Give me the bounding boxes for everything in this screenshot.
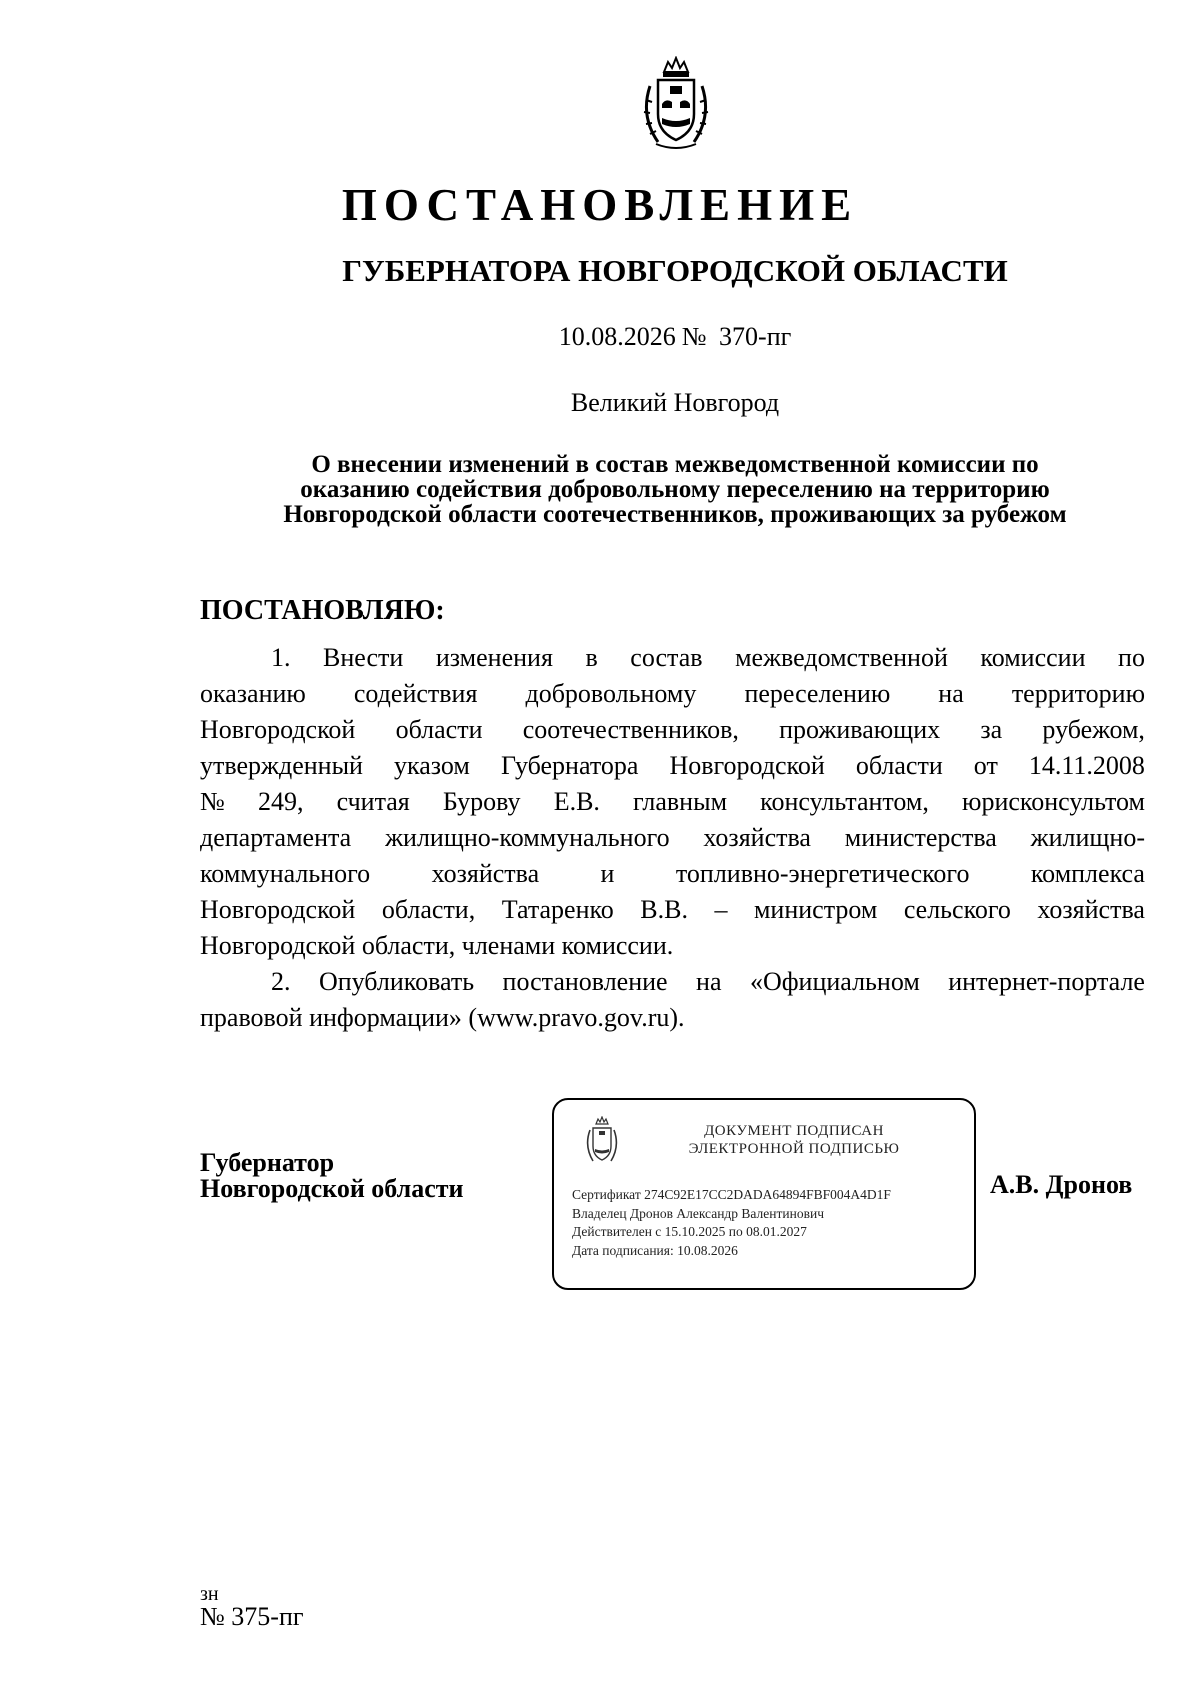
body-line: правовой информации» (www.pravo.gov.ru). <box>200 1003 685 1032</box>
heading-line: О внесении изменений в состав межведомственной комиссии по <box>311 451 1039 478</box>
document-city: Великий Новгород <box>570 388 780 417</box>
body-line: Новгородской области, Татаренко В.В. – министром сельского хозяйства <box>200 895 1145 924</box>
signing-date-line: Дата подписания: 10.08.2026 <box>572 1242 738 1258</box>
position-line: Новгородской области <box>200 1174 464 1203</box>
executor-initials: зн <box>200 1583 219 1605</box>
date-number-line <box>0 321 1200 353</box>
body-line: Новгородской области, членами комиссии. <box>200 931 674 960</box>
signatory-position <box>200 1150 464 1202</box>
footer-number: № 375-пг <box>200 1602 304 1631</box>
footer-note <box>200 1584 304 1630</box>
position-line: Губернатор <box>200 1148 335 1177</box>
stamp-emblem-icon <box>582 1116 622 1168</box>
stamp-details <box>572 1186 891 1260</box>
resolve-heading: ПОСТАНОВЛЯЮ: <box>200 595 445 626</box>
signatory-name: А.В. Дронов <box>990 1170 1133 1199</box>
number-sign: № <box>681 322 707 351</box>
coat-of-arms-emblem <box>636 56 716 154</box>
body-line: коммунального хозяйства и топливно-энергетического комплекса <box>200 859 1145 888</box>
heading-line: Новгородской области соотечественников, проживающих за рубежом <box>283 501 1067 528</box>
document-heading <box>200 452 1150 527</box>
electronic-signature-stamp <box>552 1098 976 1290</box>
body-line: 1. Внести изменения в состав межведомственной комиссии по <box>271 643 1145 672</box>
body-line: Новгородской области соотечественников, проживающих за рубежом, <box>200 715 1145 744</box>
document-body <box>200 640 1145 1036</box>
body-line: департамента жилищно-коммунального хозяйства министерства жилищно- <box>200 823 1145 852</box>
owner-line: Владелец Дронов Александр Валентинович <box>572 1205 824 1221</box>
document-title: ПОСТАНОВЛЕНИЕ <box>341 180 859 230</box>
document-subtitle: ГУБЕРНАТОРА НОВГОРОДСКОЙ ОБЛАСТИ <box>342 253 1008 288</box>
body-line: утвержденный указом Губернатора Новгородской области от 14.11.2008 <box>200 751 1145 780</box>
stamp-header: ДОКУМЕНТ ПОДПИСАН ЭЛЕКТРОННОЙ ПОДПИСЬЮ <box>688 1123 900 1157</box>
certificate-line: Сертификат 274C92E17CC2DADA64894FBF004A4D1F <box>572 1187 891 1202</box>
document-date: 10.08.2026 <box>558 322 676 351</box>
document-number: 370-пг <box>719 322 792 351</box>
body-line: оказанию содействия добровольному переселению на территорию <box>200 679 1145 708</box>
validity-line: Действителен с 15.10.2025 по 08.01.2027 <box>572 1224 807 1239</box>
body-line: 2. Опубликовать постановление на «Официальном интернет-портале <box>271 967 1145 996</box>
heading-line: оказанию содействия добровольному переселению на территорию <box>300 476 1050 503</box>
body-line: № 249, считая Бурову Е.В. главным консультантом, юрисконсультом <box>200 787 1145 816</box>
